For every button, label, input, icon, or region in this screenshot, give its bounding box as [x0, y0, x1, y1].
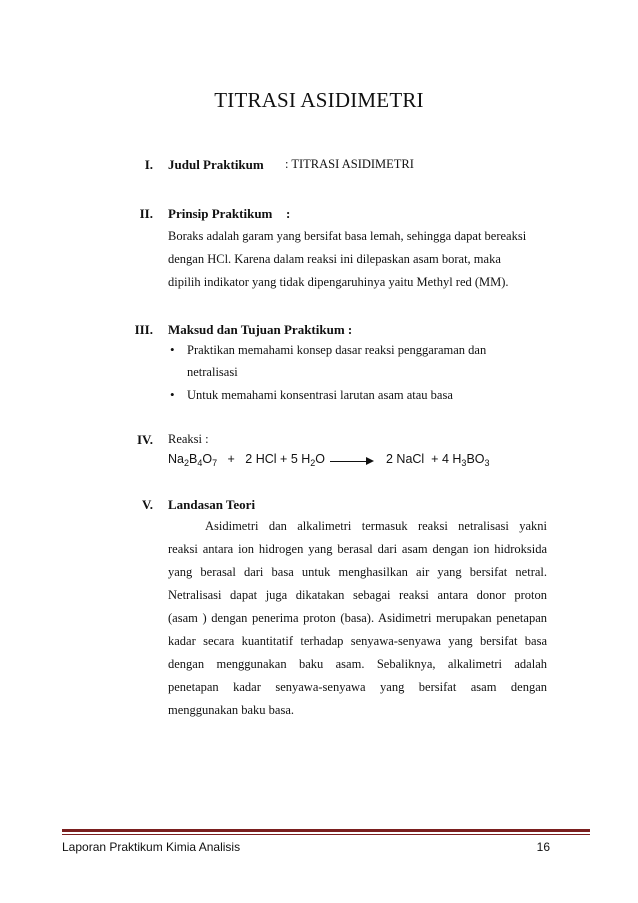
section-3-bullet-1-line-1: Praktikan memahami konsep dasar reaksi penggaraman dan: [187, 343, 487, 357]
footer-title: Laporan Praktikum Kimia Analisis: [62, 840, 241, 854]
footer-rule: [62, 829, 590, 832]
bullet-icon: •: [170, 387, 175, 402]
section-5-line-5: (asam ) dengan penerima proton (basa). Asidimetri merupakan penetapan: [168, 611, 547, 625]
section-5-line-2: reaksi antara ion hidrogen yang berasal dari asam dengan ion hidroksida: [168, 542, 547, 556]
section-3-number: III.: [134, 322, 153, 337]
section-2-line-3: dipilih indikator yang tidak dipengaruhinya yaitu Methyl red (MM).: [168, 275, 509, 289]
section-5-line-4: Netralisasi dapat juga dikatakan sebagai reaksi antara donor proton: [168, 588, 547, 602]
section-5-line-9: menggunakan baku basa.: [168, 703, 295, 717]
arrow-right-icon: [366, 457, 374, 465]
reaction-lhs: $Na_2B_4O_7$ + 2 HCl + 5 $H_2O$: [168, 452, 326, 468]
section-3-heading: Maksud dan Tujuan Praktikum :: [168, 322, 353, 337]
section-2-line-1: Boraks adalah garam yang bersifat basa lemah, sehingga dapat bereaksi: [168, 229, 527, 243]
section-1-number: I.: [144, 157, 153, 172]
section-4-heading: Reaksi :: [168, 432, 209, 446]
section-5-heading: Landasan Teori: [168, 497, 256, 512]
reaction-rhs: 2 NaCl + 4 $H_3BO_3$: [386, 452, 490, 468]
section-3-bullet-2-line-1: Untuk memahami konsentrasi larutan asam atau basa: [187, 388, 453, 402]
document-title: TITRASI ASIDIMETRI: [214, 88, 424, 112]
section-5-number: V.: [142, 497, 153, 512]
section-3-bullet-1-line-2: netralisasi: [187, 365, 238, 379]
section-5-line-1: Asidimetri dan alkalimetri termasuk reaksi netralisasi yakni: [205, 519, 547, 533]
section-1-heading: Judul Praktikum: [168, 157, 264, 172]
section-5-line-6: kadar secara kuantitatif terhadap senyawa-senyawa yang bersifat basa: [168, 634, 547, 648]
page-number: 16: [536, 840, 550, 854]
section-2-colon: :: [286, 206, 291, 221]
footer-rule-thin: [62, 834, 590, 835]
section-5-line-3: yang berasal dari basa untuk menghasilkan air yang bersifat netral.: [168, 565, 547, 579]
section-2-number: II.: [139, 206, 153, 221]
section-5-line-7: dengan menggunakan baku asam. Sebaliknya, alkalimetri adalah: [168, 657, 547, 671]
reaction-arrow: [330, 461, 368, 462]
section-1-value: : TITRASI ASIDIMETRI: [285, 157, 414, 171]
section-4-number: IV.: [136, 432, 153, 447]
bullet-icon: •: [170, 342, 175, 357]
section-2-heading: Prinsip Praktikum: [168, 206, 273, 221]
section-5-line-8: penetapan kadar senyawa-senyawa yang bersifat asam dengan: [168, 680, 547, 694]
section-2-line-2: dengan HCl. Karena dalam reaksi ini dilepaskan asam borat, maka: [168, 252, 501, 266]
